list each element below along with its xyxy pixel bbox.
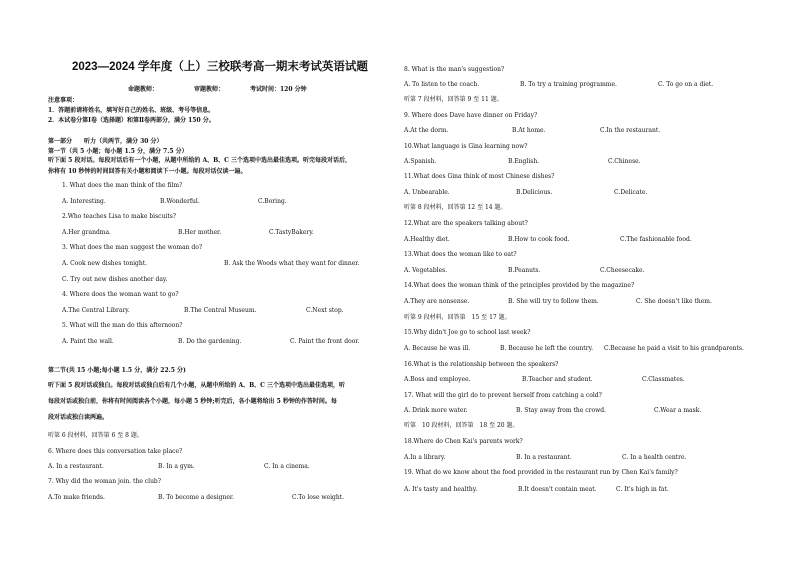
- option-b: B.How to cook food.: [508, 236, 570, 243]
- option-b: B.Peanuts.: [508, 267, 541, 274]
- listening-instruction: 听第 9 段材料，回答第 15 至 17 题。: [404, 314, 511, 321]
- question-text: 13.What does the woman like to eat?: [404, 251, 517, 258]
- note-1: 1．答题前请将姓名，填写好自己的姓名、班级、考号等信息。: [48, 107, 215, 114]
- option-c: C. In a health centre.: [622, 454, 687, 461]
- option-a: A.They are nonsense.: [404, 298, 470, 305]
- author-label: 命题教师：: [128, 86, 159, 93]
- option-a: A.Spanish.: [404, 158, 437, 165]
- option-c: C.Next stop.: [306, 307, 344, 314]
- section2-instructions: 段对话或独白读两遍。: [48, 414, 109, 421]
- option-b: B.Her mother.: [178, 229, 222, 236]
- option-b: B.English.: [508, 158, 540, 165]
- question-text: 1. What does the man think of the film?: [62, 182, 183, 189]
- option-a: A.Her grandma.: [62, 229, 111, 236]
- option-a: A.The Central Library.: [62, 307, 130, 314]
- option-b: B. In a gym.: [158, 463, 195, 470]
- option-a: A. Drink more water.: [404, 407, 468, 414]
- section2-heading: 第二节(共 15 小题;每小题 1.5 分，满分 22.5 分): [48, 367, 186, 374]
- question-text: 5. What will the man do this afternoon?: [62, 322, 183, 329]
- option-a: A.At the dorm.: [404, 127, 449, 134]
- question-text: 10.What language is Gina learning now?: [404, 143, 528, 150]
- reviewer-label: 审题教师：: [194, 86, 225, 93]
- option-c: C.Wear a mask.: [654, 407, 702, 414]
- option-a: A. Cook new dishes tonight.: [62, 260, 148, 267]
- option-a: A. Interesting.: [62, 198, 106, 205]
- listening-instruction: 听第 7 段材料，回答第 9 至 11 题。: [404, 96, 503, 103]
- question-text: 8. What is the man's suggestion?: [404, 66, 505, 73]
- option-b: B. To try a training programme.: [520, 81, 617, 88]
- question-text: 17. What will the girl do to prevent herself from catching a cold?: [404, 392, 602, 399]
- option-c: C. Try out new dishes another day.: [62, 276, 168, 283]
- option-c: C.In the restaurant.: [600, 127, 661, 134]
- option-b: B. She will try to follow them.: [508, 298, 599, 305]
- option-b: B.The Central Museum.: [184, 307, 257, 314]
- option-c: C.Delicate.: [614, 189, 648, 196]
- listening-instruction: 听第 10 段材料，回答第 18 至 20 题。: [404, 422, 519, 429]
- option-c: C. She doesn't like them.: [636, 298, 712, 305]
- question-text: 4. Where does the woman want to go?: [62, 291, 179, 298]
- option-a: A.In a library.: [404, 454, 446, 461]
- option-a: A. Unbearable.: [404, 189, 450, 196]
- option-c: C.To lose weight.: [292, 494, 345, 501]
- option-c: C. To go on a diet.: [658, 81, 714, 88]
- option-a: A.To make friends.: [48, 494, 105, 501]
- option-b: B.It doesn't contain meat.: [518, 486, 597, 493]
- section1-instructions: 听下面 5 段对话。每段对话后有一个小题，从题中所给的 A、B、C 三个选项中选出最佳选项。听完每段对话后，: [48, 157, 352, 164]
- section2-instructions: 听下面 5 段对话或独白。每段对话或独白后有几个小题，从题中所给的 A、B、C 三个选项中选出最佳选项，听: [48, 382, 346, 389]
- option-b: B.At home.: [512, 127, 546, 134]
- option-b: B. In a restaurant.: [516, 454, 572, 461]
- notes-heading: 注意事项：: [48, 97, 79, 104]
- option-c: C. It's high in fat.: [616, 486, 669, 493]
- option-c: C.Cheesecake.: [600, 267, 645, 274]
- option-b: B. Do the gardening.: [178, 338, 242, 345]
- option-c: C.Because he paid a visit to his grandparents.: [604, 345, 744, 352]
- option-c: C.Chinese.: [608, 158, 641, 165]
- option-a: A. To listen to the coach.: [404, 81, 480, 88]
- option-a: A.Boss and employee.: [404, 376, 471, 383]
- option-a: A. In a restaurant.: [48, 463, 104, 470]
- listening-instruction: 听第 6 段材料，回答第 6 至 8 题。: [48, 432, 143, 439]
- option-b: B. Stay away from the crowd.: [516, 407, 606, 414]
- question-text: 6. Where does this conversation take place?: [48, 448, 183, 455]
- option-c: C.The fashionable food.: [620, 236, 692, 243]
- question-text: 19. What do we know about the food provided in the restaurant run by Chen Kai's family?: [404, 469, 678, 476]
- note-2: 2．本试卷分第Ⅰ卷（选择题）和第Ⅱ卷两部分，满分 150 分。: [48, 117, 215, 124]
- option-c: C.Boring.: [258, 198, 287, 205]
- question-text: 11.What does Gina think of most Chinese dishes?: [404, 173, 555, 180]
- option-a: A. Paint the wall.: [62, 338, 114, 345]
- section1-heading: 第一节（共 5 小题；每小题 1.5 分，满分 7.5 分）: [48, 148, 188, 155]
- question-text: 15.Why didn't Joe go to school last week?: [404, 329, 531, 336]
- section2-instructions: 每段对话或独白前，你将有时间阅读各个小题，每小题 5 秒钟;听完后，各小题将给出 5 秒钟的作答时间。每: [48, 398, 337, 405]
- option-b: B. Ask the Woods what they want for dinner.: [224, 260, 360, 267]
- question-text: 14.What does the woman think of the principles provided by the magazine?: [404, 282, 635, 289]
- option-a: A. It's tasty and healthy.: [404, 486, 478, 493]
- question-text: 16.What is the relationship between the speakers?: [404, 361, 559, 368]
- question-text: 12.What are the speakers talking about?: [404, 220, 528, 227]
- part1-heading: 第一部分 听力（共两节，满分 30 分）: [48, 138, 163, 145]
- option-b: B.Wonderful.: [160, 198, 200, 205]
- option-c: C.Classmates.: [642, 376, 685, 383]
- option-c: C.TastyBakery.: [269, 229, 314, 236]
- option-a: A.Healthy diet.: [404, 236, 450, 243]
- question-text: 9. Where does Dave have dinner on Friday?: [404, 112, 538, 119]
- section1-instructions: 你将有 10 秒钟的时间回答有关小题和阅读下一小题。每段对话仅读一遍。: [48, 168, 247, 175]
- option-a: A. Because he was ill.: [404, 345, 471, 352]
- option-c: C. In a cinema.: [264, 463, 310, 470]
- option-b: B.Delicious.: [516, 189, 553, 196]
- option-a: A. Vegetables.: [404, 267, 448, 274]
- question-text: 7. Why did the woman join. the club?: [48, 478, 161, 485]
- option-c: C. Paint the front door.: [290, 338, 360, 345]
- option-b: B. Because he left the country.: [500, 345, 594, 352]
- option-b: B.Teacher and student.: [522, 376, 593, 383]
- exam-time: 考试时间：120 分钟: [250, 86, 307, 93]
- question-text: 2.Who teaches Lisa to make biscuits?: [62, 213, 177, 220]
- question-text: 18.Where do Chen Kai's parents work?: [404, 438, 523, 445]
- option-b: B. To become a designer.: [158, 494, 235, 501]
- listening-instruction: 听第 8 段材料，回答第 12 至 14 题。: [404, 204, 507, 211]
- question-text: 3. What does the man suggest the woman do?: [62, 244, 203, 251]
- page-title: 2023—2024 学年度（上）三校联考高一期末考试英语试题: [72, 61, 368, 73]
